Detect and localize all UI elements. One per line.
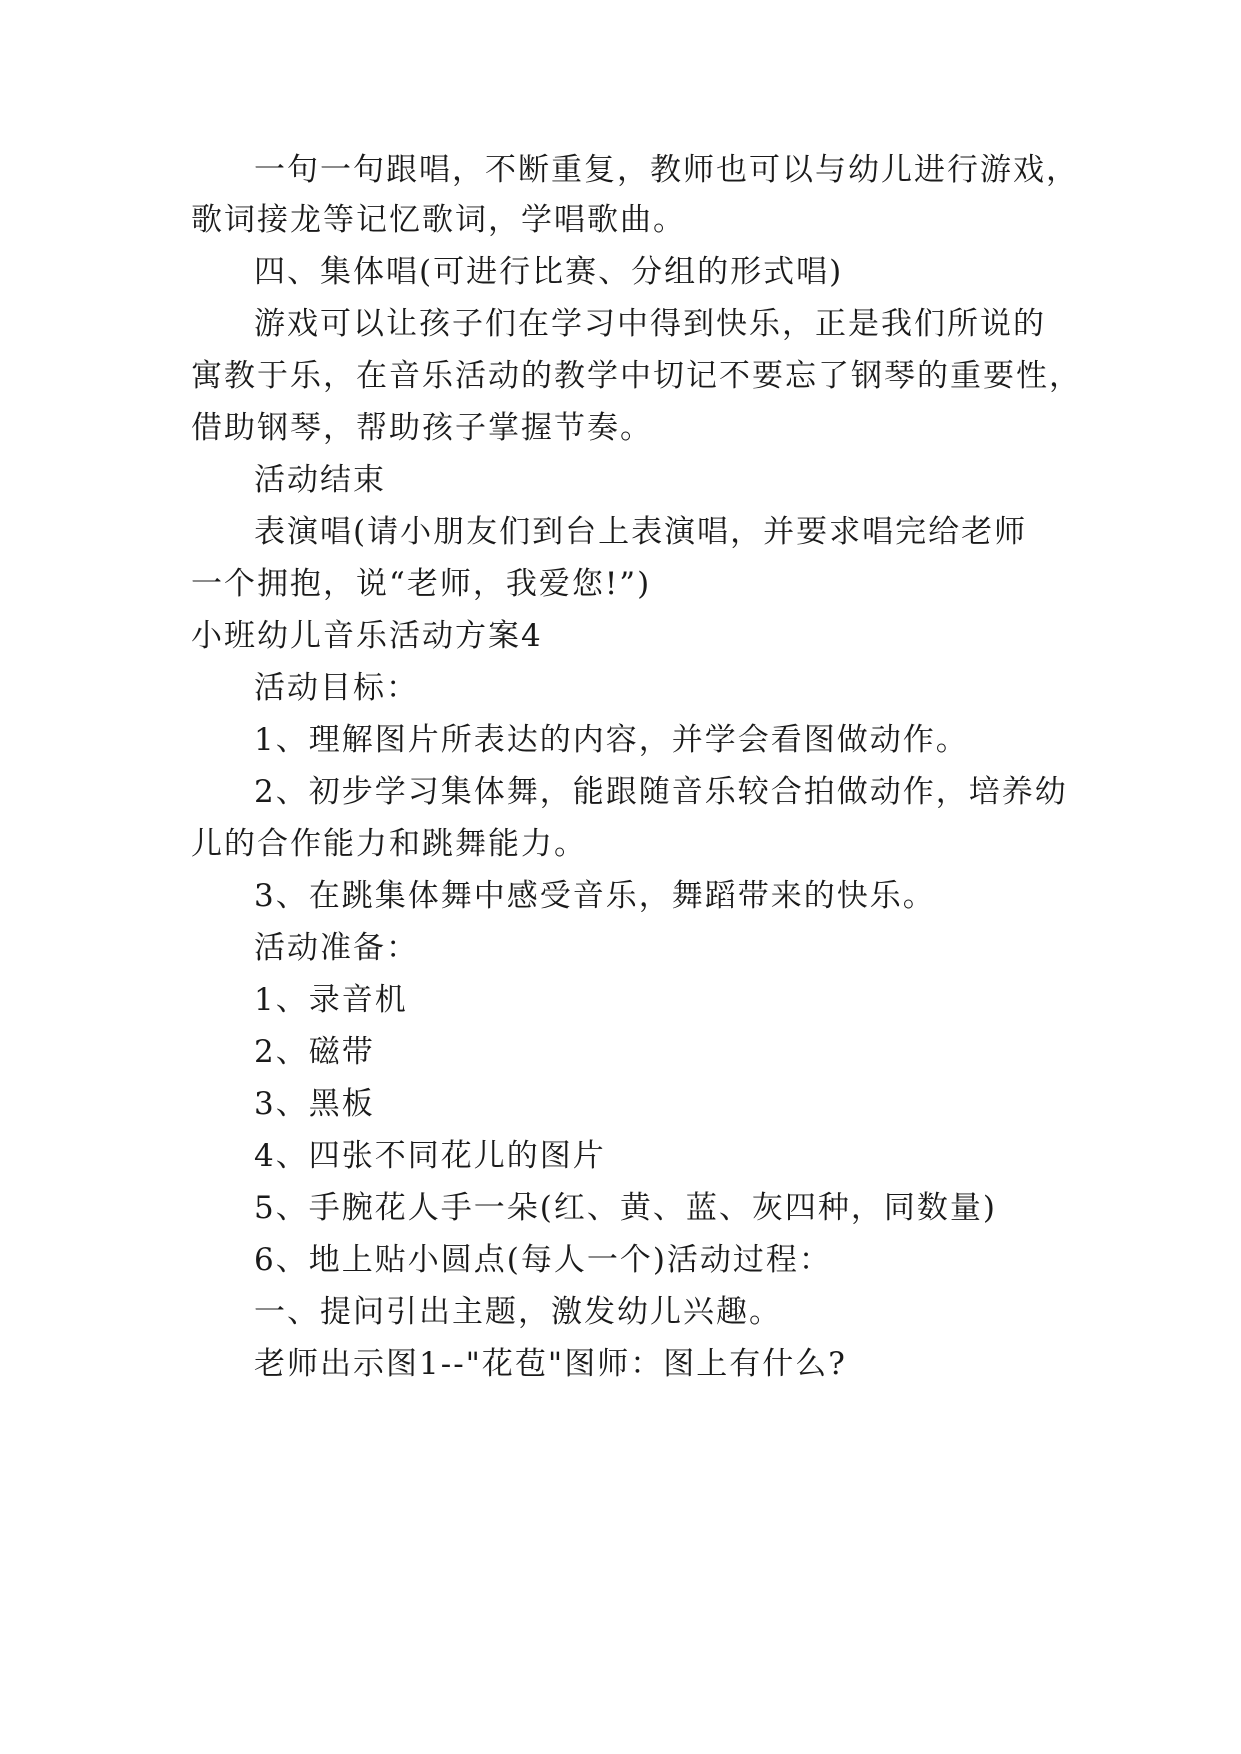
paragraph-line: 一句一句跟唱，不断重复，教师也可以与幼儿进行游戏， [254, 152, 1079, 188]
list-item: 4、四张不同花儿的图片 [254, 1138, 606, 1174]
paragraph-line: 表演唱(请小朋友们到台上表演唱，并要求唱完给老师 [254, 514, 1028, 550]
paragraph-line: 歌词接龙等记忆歌词，学唱歌曲。 [191, 202, 686, 238]
paragraph-line: 一个拥抱，说“老师，我爱您!”) [191, 566, 652, 602]
list-item: 3、黑板 [254, 1086, 375, 1122]
paragraph-line: 老师出示图1--"花苞"图师：图上有什么? [254, 1346, 847, 1382]
list-item: 1、理解图片所表达的内容，并学会看图做动作。 [254, 722, 969, 758]
paragraph-line: 借助钢琴，帮助孩子掌握节奏。 [191, 410, 653, 446]
list-item: 2、磁带 [254, 1034, 375, 1070]
section-heading: 一、提问引出主题，激发幼儿兴趣。 [254, 1294, 782, 1330]
document-title: 小班幼儿音乐活动方案4 [191, 618, 543, 654]
list-item: 儿的合作能力和跳舞能力。 [191, 826, 587, 862]
section-heading: 活动准备： [254, 930, 419, 966]
list-item: 2、初步学习集体舞，能跟随音乐较合拍做动作，培养幼 [254, 774, 1068, 810]
section-heading: 活动目标： [254, 670, 419, 706]
section-heading: 活动结束 [254, 462, 386, 498]
list-item: 3、在跳集体舞中感受音乐，舞蹈带来的快乐。 [254, 878, 936, 914]
list-item: 5、手腕花人手一朵(红、黄、蓝、灰四种，同数量) [254, 1190, 997, 1226]
section-heading: 四、集体唱(可进行比赛、分组的形式唱) [254, 254, 844, 290]
paragraph-line: 游戏可以让孩子们在学习中得到快乐，正是我们所说的 [254, 306, 1046, 342]
paragraph-line: 寓教于乐，在音乐活动的教学中切记不要忘了钢琴的重要性， [191, 358, 1082, 394]
list-item: 1、录音机 [254, 982, 408, 1018]
list-item: 6、地上贴小圆点(每人一个)活动过程： [254, 1242, 832, 1278]
